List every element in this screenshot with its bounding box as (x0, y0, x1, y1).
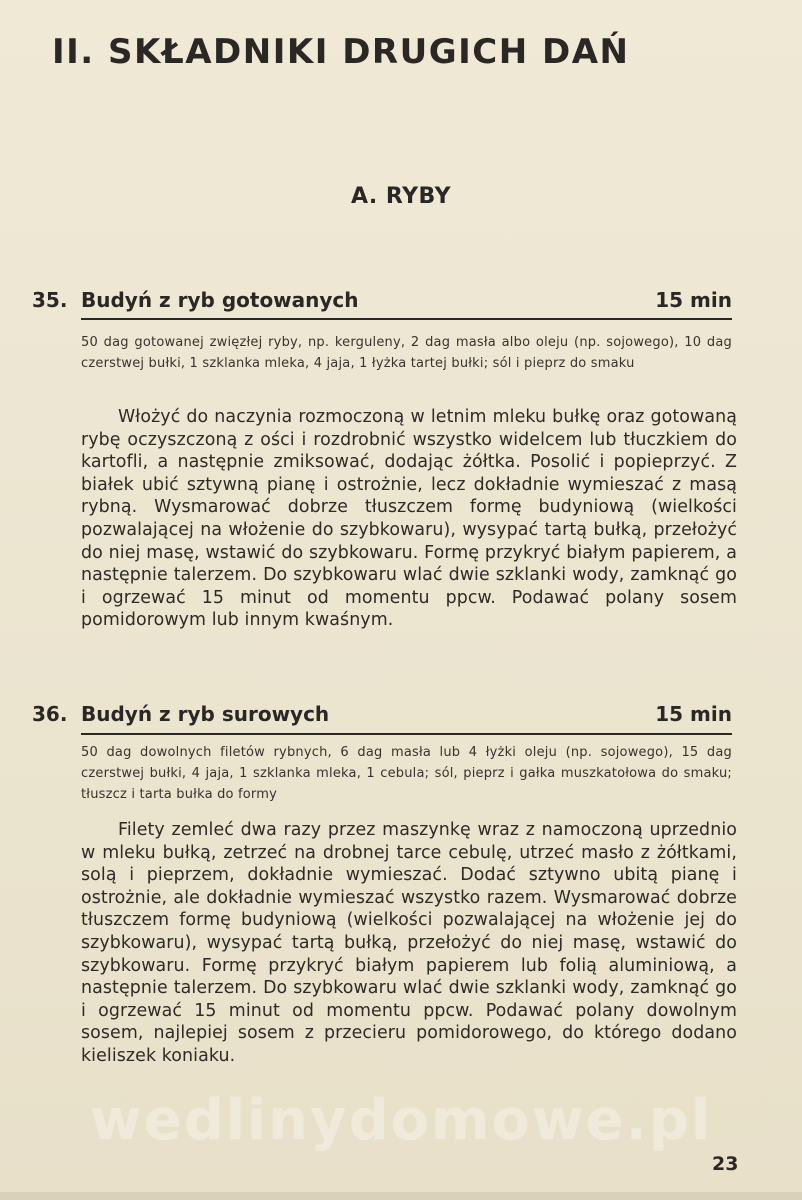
recipe-number: 35. (32, 288, 68, 312)
page-bottom-edge (0, 1192, 802, 1200)
recipe-divider (81, 733, 732, 735)
recipe-header (32, 288, 732, 318)
recipe-method: Włożyć do naczynia rozmoczoną w letnim mleku bułkę oraz gotowaną rybę oczyszczoną z ości i rozdrobnić wszystko widelcem lub tłuczkiem do kartofli, a następnie zmiksować, dodając żółtka. Posolić i popieprzyć. Z białek ubić sztywną pianę i ostrożnie, lecz dokładnie wymieszać z masą rybną. Wysmarować dobrze tłuszczem formę budyniową (wielkości pozwalającej na włożenie do szybkowaru), wysypać tartą bułką, przełożyć do niej masę, wstawić do szybkowaru. Formę przykryć białym papierem, a następnie talerzem. Do szybkowaru wlać dwie szklanki wody, zamknąć go i ogrzewać 15 minut od momentu ppcw. Podawać polany sosem pomidorowym lub innym kwaśnym. (81, 407, 737, 631)
chapter-title: II. SKŁADNIKI DRUGICH DAŃ (52, 32, 630, 72)
recipe-time: 15 min (655, 702, 732, 726)
watermark: wedlinydomowe.pl (90, 1088, 713, 1153)
recipe-name: Budyń z ryb gotowanych (81, 288, 359, 312)
recipe-method: Filety zemleć dwa razy przez maszynkę wraz z namoczoną uprzednio w mleku bułką, zetrzeć na drobnej tarce cebulę, utrzeć masło z żółtkami, solą i pieprzem, dokładnie wymieszać. Dodać sztywno ubitą pianę i ostrożnie, ale dokładnie wymieszać wszystko razem. Wysmarować dobrze tłuszczem formę budyniową (wielkości pozwalającej na włożenie jej do szybkowaru), wysypać tartą bułką, przełożyć do niej masę, wstawić do szybkowaru. Formę przykryć białym papierem lub folią aluminiową, a następnie talerzem. Do szybkowaru wlać dwie szklanki wody, zamknąć go i ogrzewać 15 minut od momentu ppcw. Podawać polany dowolnym sosem, najlepiej sosem z przecieru pomidorowego, do którego dodano kieliszek koniaku. (81, 820, 737, 1066)
recipe-divider (81, 318, 732, 320)
page-number: 23 (712, 1153, 739, 1175)
recipe-number: 36. (32, 702, 68, 726)
recipe-ingredients: 50 dag dowolnych filetów rybnych, 6 dag masła lub 4 łyżki oleju (np. sojowego), 15 dag czerstwej bułki, 4 jaja, 1 szklanka mleka, 1 cebula; sól, pieprz i gałka muszkatołowa do smaku; tłuszcz i tarta bułka do formy (81, 745, 732, 802)
recipe-name: Budyń z ryb surowych (81, 702, 330, 726)
recipe-header (32, 702, 732, 732)
recipe-ingredients: 50 dag gotowanej zwięzłej ryby, np. kerguleny, 2 dag masła albo oleju (np. sojowego), 10 dag czerstwej bułki, 1 szklanka mleka, 4 jaja, 1 łyżka tartej bułki; sól i pieprz do smaku (81, 335, 732, 371)
recipe-time: 15 min (655, 288, 732, 312)
section-title: A. RYBY (350, 184, 452, 209)
